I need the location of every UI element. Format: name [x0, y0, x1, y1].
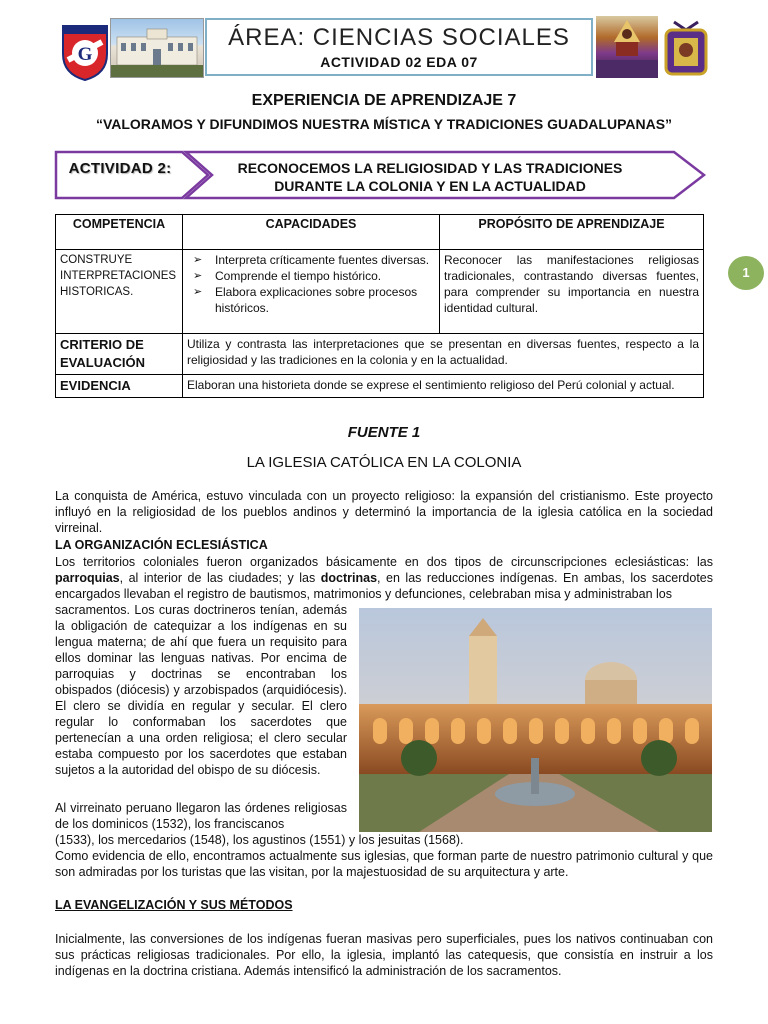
term-doctrinas: doctrinas [320, 571, 378, 585]
school-building-photo [110, 18, 204, 78]
list-item: ➢ Interpreta críticamente fuentes diversas. [193, 252, 435, 268]
list-item: ➢ Elabora explicaciones sobre procesos históricos. [193, 284, 435, 316]
evidencia-label: EVIDENCIA [56, 375, 183, 398]
proposito-cell: Reconocer las manifestaciones religiosas tradicionales, contrastando diversas fuentes, para comprender su importancia en nuestra identidad cultural. [440, 250, 704, 334]
procession-photo [596, 16, 658, 78]
cloister-photo [359, 608, 712, 832]
competency-table [55, 214, 704, 398]
paragraph-ordenes: Al virreinato peruano llegaron las órdenes religiosas de los dominicos (1532), los franciscanos [55, 801, 347, 831]
paragraph-organizacion [55, 554, 713, 602]
header-title-box [205, 18, 593, 76]
source-title: LA IGLESIA CATÓLICA EN LA COLONIA [246, 454, 522, 471]
list-item: ➢ Comprende el tiempo histórico. [193, 268, 435, 284]
activity-label: ACTIVIDAD 2: [68, 160, 172, 177]
medallion-icon [660, 20, 712, 78]
text-span: , en las reducciones indígenas. En ambas, los sacerdotes encargados llevaban el registro de bautismos, matrimonios y defunciones, celebraban misa y administraban los [55, 571, 713, 601]
paragraph-evidencia: Como evidencia de ello, encontramos actualmente sus iglesias, que forman parte de nuestro patrimonio cultural y que son admiradas por los turistas que las visitan, por la majestuosidad de su arquitectura y arte. [55, 849, 713, 879]
criterio-label: CRITERIO DE EVALUACIÓN [56, 334, 183, 375]
experience-subtitle: “VALORAMOS Y DIFUNDIMOS NUESTRA MÍSTICA Y TRADICIONES GUADALUPANAS” [95, 116, 673, 132]
source-label: FUENTE 1 [347, 424, 421, 441]
paragraph-evangelizacion: Inicialmente, las conversiones de los indígenas fueran masivas pero superficiales, pues los nativos continuaban con sus prácticas religiosas tradicionales. Por ello, la iglesia, implantó las catequesis, que consistía en instruir a los indígenas en la doctrina cristiana. Además intensificó la administración de los sacramentos. [55, 932, 713, 978]
activity-description-line1: RECONOCEMOS LA RELIGIOSIDAD Y LAS TRADICIONES [237, 160, 623, 176]
evidencia-cell: Elaboran una historieta donde se exprese el sentimiento religioso del Perú colonial y actual. [183, 375, 704, 398]
table-row [56, 250, 704, 334]
header-proposito: PROPÓSITO DE APRENDIZAJE [440, 215, 704, 250]
header-capacidades: CAPACIDADES [183, 215, 440, 250]
paragraph-intro: La conquista de América, estuvo vinculada con un proyecto religioso: la expansión del cristianismo. Este proyecto influyó en la religiosidad de los pueblos andinos y determinó la importancia de la iglesia católica en la sociedad virreinal. [55, 489, 713, 535]
table-row [56, 375, 704, 398]
page-number-badge: 1 [728, 256, 764, 290]
term-parroquias: parroquias [55, 571, 120, 585]
activity-code: ACTIVIDAD 02 EDA 07 [320, 54, 478, 70]
capacidades-list [187, 252, 435, 316]
text-span: Los territorios coloniales fueron organizados básicamente en dos tipos de circunscripciones eclesiásticas: las [55, 555, 713, 569]
paragraph-clero: sacramentos. Los curas doctrineros tenían, además la obligación de catequizar a los indígenas en su lengua materna; de ahí que fuera un requisito para ellos dominar las lenguas nativas. Por encima de parroquias y doctrinas se encontraban los obispados (diócesis) y arzobispados (arquidiócesis). El clero se dividía en regular y secular. El clero regular lo conformaban los sacerdotes que pertenecían a una orden religiosa; el clero secular estaba compuesto por los sacerdotes que estaban sujetos a la autoridad del obispo de su diócesis. [55, 603, 347, 777]
text-span: , al interior de las ciudades; y las [119, 571, 321, 585]
experience-title: EXPERIENCIA DE APRENDIZAJE 7 [251, 92, 517, 109]
competencia-cell: CONSTRUYE INTERPRETACIONES HISTORICAS. [56, 250, 183, 334]
heading-evangelizacion: LA EVANGELIZACIÓN Y SUS MÉTODOS [55, 898, 293, 912]
heading-organizacion: LA ORGANIZACIÓN ECLESIÁSTICA [55, 538, 268, 552]
area-title: ÁREA: CIENCIAS SOCIALES [228, 24, 570, 51]
paragraph-ordenes-cont: (1533), los mercedarios (1548), los agustinos (1551) y los jesuitas (1568). [55, 833, 464, 847]
capacidades-cell [183, 250, 440, 334]
table-header-row [56, 215, 704, 250]
header-competencia: COMPETENCIA [56, 215, 183, 250]
crest-letter: G [77, 44, 93, 65]
criterio-cell: Utiliza y contrasta las interpretaciones que se presentan en diversas fuentes, respecto a la religiosidad y las tradiciones en la colonia y en la actualidad. [183, 334, 704, 375]
school-crest-icon [60, 20, 110, 82]
table-row [56, 334, 704, 375]
activity-description [210, 159, 650, 195]
activity-description-line2: DURANTE LA COLONIA Y EN LA ACTUALIDAD [274, 178, 586, 194]
